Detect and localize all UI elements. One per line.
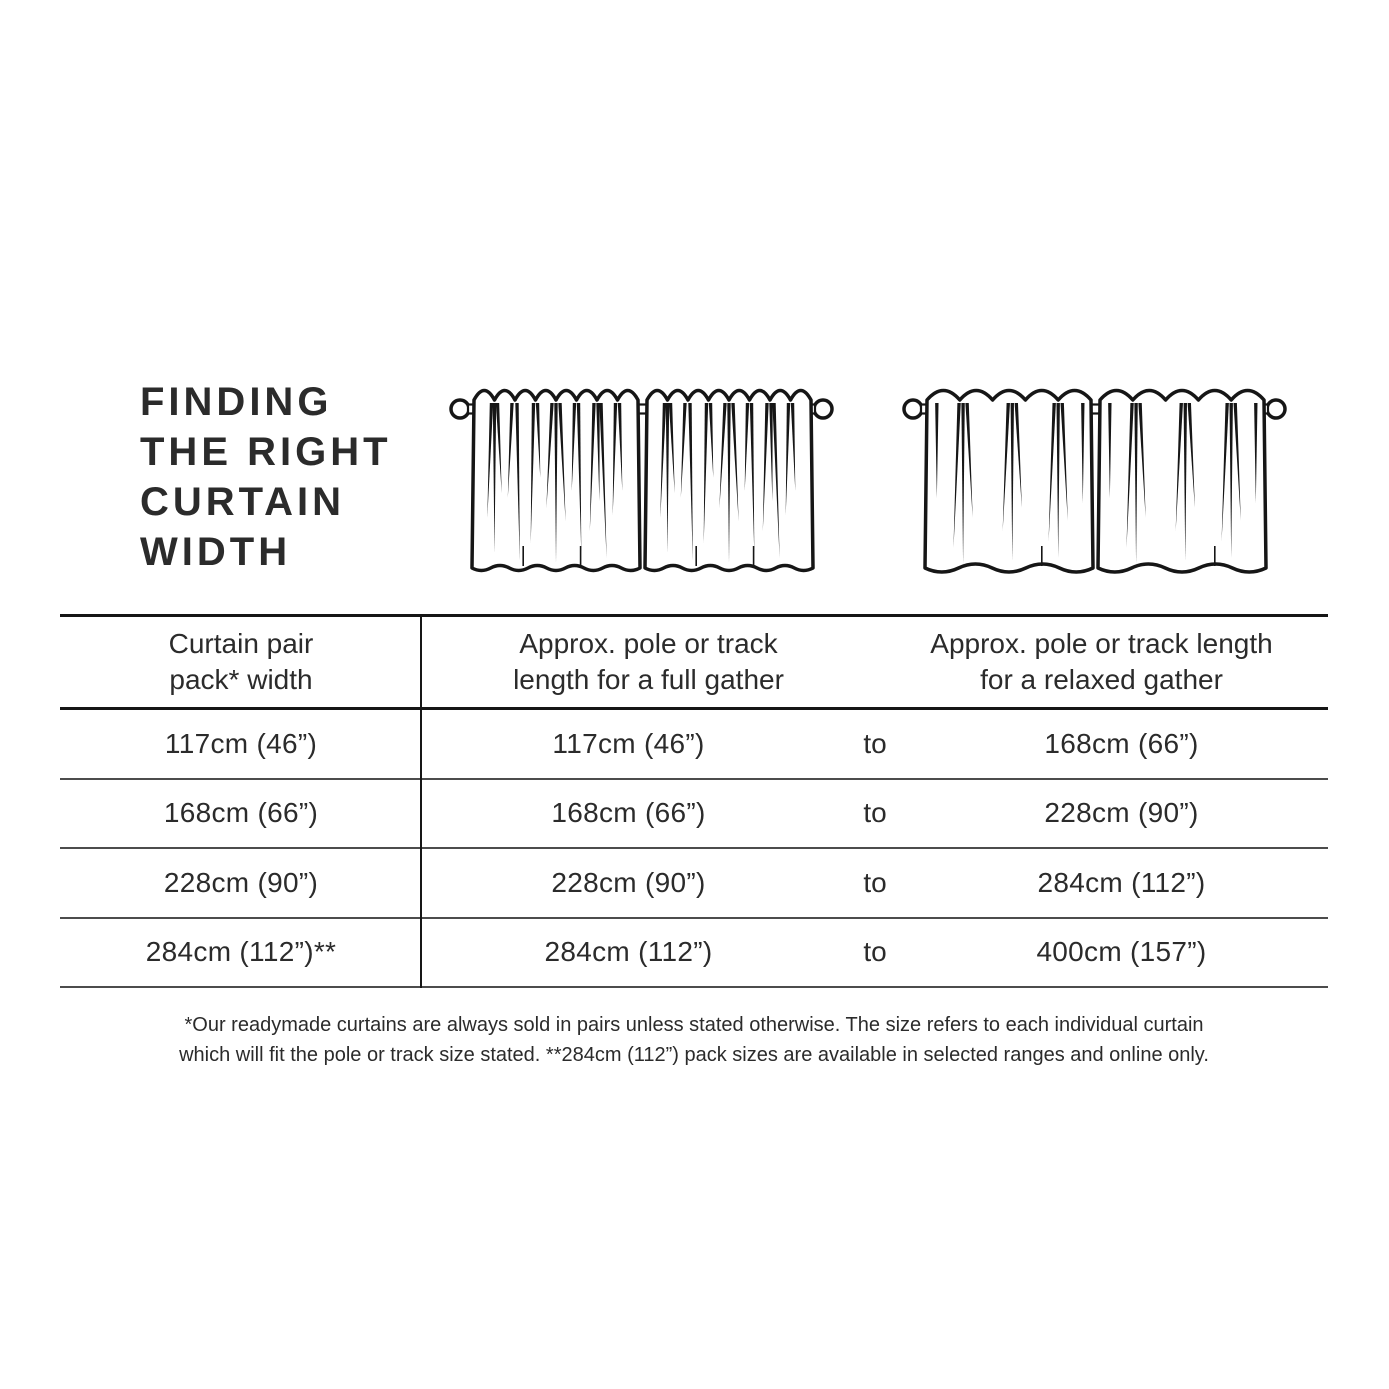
footnote-line: which will fit the pole or track size stated. **284cm (112”) pack sizes are available in selected ranges and online only.	[179, 1044, 1209, 1066]
footnote	[74, 1010, 1314, 1070]
cell-full-gather: 117cm (46”)	[552, 727, 705, 759]
table-row	[60, 780, 1328, 850]
cell-to: to	[863, 727, 887, 759]
curtain-pair-full-gather-icon	[447, 378, 837, 585]
cell-pack-width: 228cm (90”)	[163, 866, 319, 898]
table-row	[60, 919, 1328, 989]
cell-to: to	[863, 797, 887, 829]
curtain-pair-relaxed-gather-icon	[900, 378, 1290, 585]
cell-full-gather: 284cm (112”)	[544, 936, 713, 968]
cell-to: to	[863, 866, 887, 898]
title-line: WIDTH	[140, 530, 292, 574]
title-line: CURTAIN	[140, 480, 346, 524]
relaxed-gather-curtain-illustration	[900, 378, 1290, 585]
cell-relaxed-gather: 228cm (90”)	[1044, 797, 1199, 829]
title-line: THE RIGHT	[140, 430, 392, 474]
header-cell-full-gather	[422, 617, 875, 707]
header-cell-relaxed-gather	[875, 617, 1328, 707]
cell-pack-width: 284cm (112”)**	[145, 936, 337, 968]
header-text: length for a full gather	[513, 664, 784, 695]
footnote-line: *Our readymade curtains are always sold in pairs unless stated otherwise. The size refers to each individual curtain	[184, 1014, 1204, 1036]
cell-full-gather: 168cm (66”)	[551, 797, 706, 829]
title-line: FINDING	[140, 380, 333, 424]
header-text: Curtain pair	[168, 628, 314, 659]
table-row	[60, 849, 1328, 919]
header-text: for a relaxed gather	[980, 664, 1223, 695]
header-text: pack* width	[169, 664, 313, 695]
header-text: Approx. pole or track	[519, 628, 778, 659]
cell-full-gather: 228cm (90”)	[551, 866, 706, 898]
cell-pack-width: 117cm (46”)	[164, 727, 318, 759]
cell-pack-width: 168cm (66”)	[163, 797, 319, 829]
page-title	[140, 377, 392, 577]
header-text: Approx. pole or track length	[930, 628, 1273, 659]
header-cell-pack-width	[60, 617, 422, 707]
table-row	[60, 710, 1328, 780]
cell-to: to	[863, 936, 887, 968]
cell-relaxed-gather: 284cm (112”)	[1037, 866, 1206, 898]
full-gather-curtain-illustration	[447, 378, 837, 585]
table-vertical-divider	[420, 614, 422, 988]
size-table	[60, 614, 1328, 988]
cell-relaxed-gather: 400cm (157”)	[1036, 936, 1207, 968]
cell-relaxed-gather: 168cm (66”)	[1044, 727, 1199, 759]
table-header-row	[60, 614, 1328, 710]
